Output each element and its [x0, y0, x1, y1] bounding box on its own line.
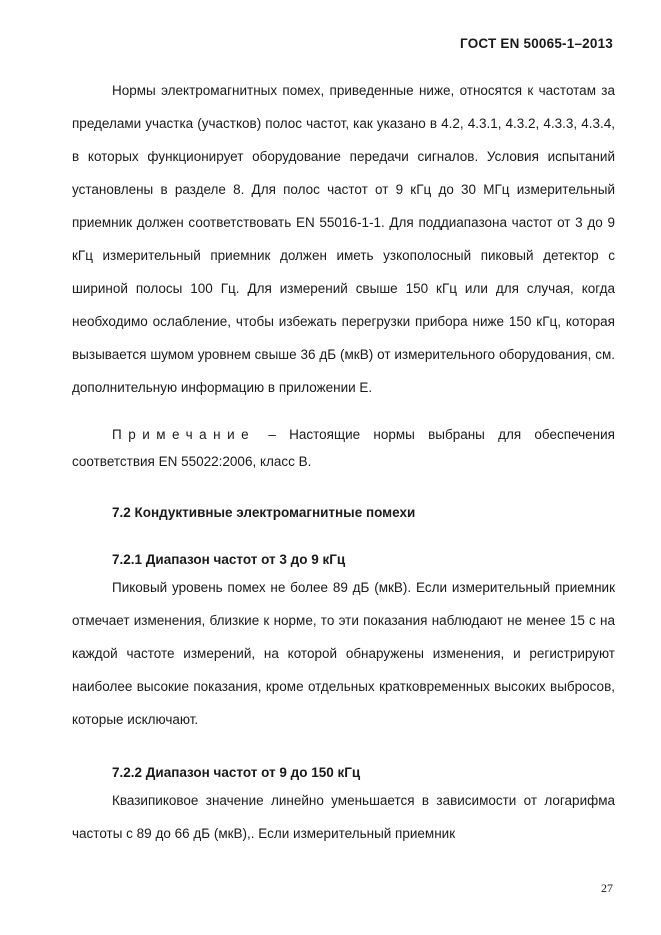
section-heading-7-2: 7.2 Кондуктивные электромагнитные помехи [112, 505, 416, 520]
section-heading-7-2-2: 7.2.2 Диапазон частот от 9 до 150 кГц [112, 765, 361, 780]
document-header: ГОСТ EN 50065-1–2013 [460, 36, 613, 51]
paragraph-7-2-1: Пиковый уровень помех не более 89 дБ (мкВ). Если измерительный приемник отмечает изменения, близкие к норме, то эти показания наблюдают не менее 15 с на каждой частоте измерений, на которой обнаружены изменения, и регистрируют наиболее высокие показания, кроме отдельных кратковременных высоких выбросов, которые исключают. [72, 580, 615, 727]
page-number: 27 [601, 881, 613, 895]
note-label: Примечание [112, 427, 256, 442]
intro-paragraph: Нормы электромагнитных помех, приведенные ниже, относятся к частотам за пределами участка (участков) полос частот, как указано в 4.2, 4.3.1, 4.3.2, 4.3.3, 4.3.4, в которых функционирует оборудование передачи сигналов. Условия испытаний установлены в разделе 8. Для полос частот от 9 кГц до 30 МГц измерительный приемник должен соответствовать EN 55016-1-1. Для поддиапазона частот от 3 до 9 кГц измерительный приемник должен иметь узкополосный пиковый детектор с шириной полосы 100 Гц. Для измерений свыше 150 кГц или для случая, когда необходимо ослабление, чтобы избежать перегрузки прибора ниже 150 кГц, которая вызывается шумом уровнем свыше 36 дБ (мкВ) от измерительного оборудования, см. дополнительную информацию в приложении Е. [72, 83, 615, 395]
paragraph-7-2-2: Квазипиковое значение линейно уменьшается в зависимости от логарифма частоты с 89 до 66 дБ (мкВ),. Если измерительный приемник [72, 793, 615, 841]
section-heading-7-2-1: 7.2.1 Диапазон частот от 3 до 9 кГц [112, 552, 346, 567]
document-body [72, 74, 615, 850]
note-text: – Настоящие нормы выбраны для обеспечения соответствия EN 55022:2006, класс В. [72, 427, 615, 469]
note-paragraph [72, 421, 615, 475]
